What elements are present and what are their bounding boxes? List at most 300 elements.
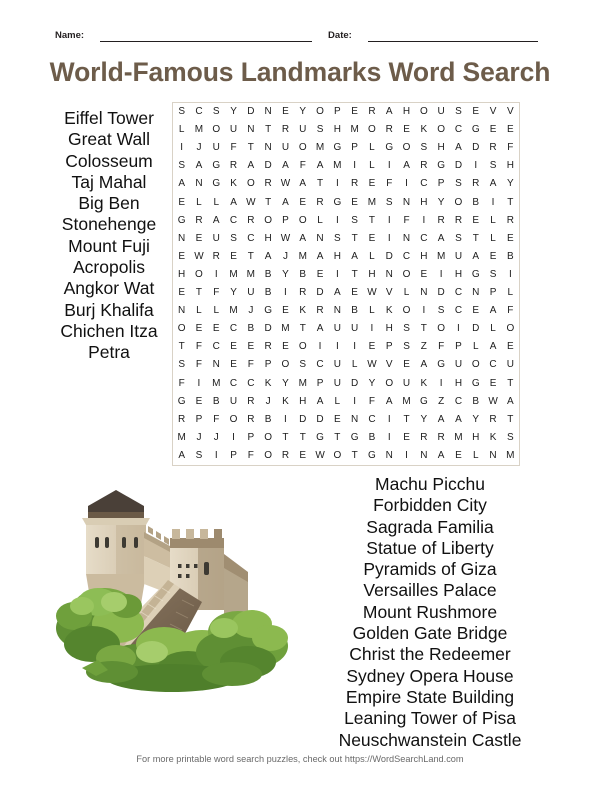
word-list-item[interactable]: Sagrada Familia — [366, 516, 494, 537]
grid-cell[interactable]: N — [420, 287, 428, 299]
grid-cell[interactable]: R — [316, 305, 324, 317]
grid-cell[interactable]: E — [507, 232, 514, 244]
word-list-item[interactable]: Leaning Tower of Pisa — [344, 708, 516, 729]
grid-cell[interactable]: E — [455, 449, 462, 461]
grid-cell[interactable]: N — [385, 268, 393, 280]
grid-cell[interactable]: O — [264, 449, 273, 461]
grid-cell[interactable]: F — [507, 142, 514, 154]
grid-cell[interactable]: E — [334, 413, 341, 425]
grid-cell[interactable]: M — [298, 377, 307, 389]
grid-cell[interactable]: N — [351, 413, 359, 425]
grid-cell[interactable]: Y — [282, 377, 289, 389]
grid-cell[interactable]: L — [213, 305, 220, 317]
grid-cell[interactable]: A — [316, 160, 324, 172]
grid-cell[interactable]: N — [489, 449, 497, 461]
grid-cell[interactable]: E — [178, 287, 185, 299]
grid-cell[interactable]: R — [264, 341, 272, 353]
grid-cell[interactable]: O — [264, 214, 273, 226]
grid-cell[interactable]: D — [316, 287, 324, 299]
grid-cell[interactable]: B — [212, 395, 220, 407]
grid-cell[interactable]: F — [247, 359, 254, 371]
grid-cell[interactable]: R — [437, 214, 445, 226]
grid-cell[interactable]: L — [369, 305, 375, 317]
grid-cell[interactable]: A — [299, 232, 307, 244]
grid-cell[interactable]: L — [472, 341, 479, 353]
grid-cell[interactable]: T — [299, 431, 306, 443]
grid-cell[interactable]: O — [402, 142, 411, 154]
grid-cell[interactable]: Y — [299, 106, 307, 118]
grid-cell[interactable]: W — [488, 395, 498, 407]
grid-cell[interactable]: R — [454, 214, 463, 226]
grid-cell[interactable]: D — [351, 377, 359, 389]
grid-cell[interactable]: K — [230, 178, 237, 190]
grid-cell[interactable]: E — [489, 377, 497, 389]
grid-cell[interactable]: L — [196, 196, 202, 208]
grid-cell[interactable]: L — [369, 250, 375, 262]
grid-cell[interactable]: S — [316, 124, 324, 136]
grid-cell[interactable]: S — [437, 305, 445, 317]
grid-cell[interactable]: Z — [420, 341, 427, 353]
grid-cell[interactable]: B — [351, 305, 358, 317]
grid-cell[interactable]: M — [298, 250, 307, 262]
grid-cell[interactable]: C — [316, 359, 324, 371]
grid-cell[interactable]: A — [299, 178, 307, 190]
grid-cell[interactable]: R — [299, 287, 307, 299]
grid-cell[interactable]: H — [402, 106, 411, 118]
grid-cell[interactable]: S — [489, 268, 497, 280]
grid-cell[interactable]: A — [420, 359, 428, 371]
grid-cell[interactable]: R — [489, 413, 497, 425]
grid-cell[interactable]: Y — [472, 413, 480, 425]
grid-cell[interactable]: I — [387, 232, 391, 244]
grid-cell[interactable]: C — [454, 395, 463, 407]
grid-cell[interactable]: F — [195, 341, 202, 353]
word-list-item[interactable]: Golden Gate Bridge — [352, 623, 508, 644]
grid-cell[interactable]: F — [213, 287, 220, 299]
grid-cell[interactable]: E — [368, 178, 376, 190]
grid-cell[interactable]: F — [247, 449, 254, 461]
grid-cell[interactable]: T — [420, 323, 427, 335]
grid-cell[interactable]: M — [506, 449, 515, 461]
grid-cell[interactable]: B — [507, 250, 514, 262]
grid-cell[interactable]: W — [246, 196, 256, 208]
grid-cell[interactable]: C — [402, 250, 411, 262]
grid-cell[interactable]: M — [194, 124, 204, 136]
grid-cell[interactable]: L — [403, 287, 410, 299]
grid-cell[interactable]: I — [335, 268, 339, 280]
grid-cell[interactable]: C — [454, 305, 463, 317]
grid-cell[interactable]: E — [178, 196, 185, 208]
word-list-item[interactable]: Machu Picchu — [375, 474, 485, 494]
grid-cell[interactable]: A — [264, 250, 272, 262]
grid-cell[interactable]: I — [335, 178, 339, 190]
grid-cell[interactable]: I — [370, 323, 374, 335]
grid-cell[interactable]: N — [178, 232, 186, 244]
grid-cell[interactable]: D — [437, 287, 445, 299]
grid-cell[interactable]: S — [420, 142, 428, 154]
word-list-item[interactable]: Pyramids of Giza — [363, 559, 497, 580]
grid-cell[interactable]: M — [212, 377, 221, 389]
grid-cell[interactable]: E — [299, 449, 307, 461]
grid-cell[interactable]: L — [317, 214, 323, 226]
grid-cell[interactable]: B — [472, 196, 480, 208]
grid-cell[interactable]: N — [247, 124, 255, 136]
grid-cell[interactable]: H — [506, 160, 514, 172]
grid-cell[interactable]: F — [195, 359, 202, 371]
grid-cell[interactable]: E — [420, 268, 428, 280]
grid-cell[interactable]: V — [385, 287, 393, 299]
grid-cell[interactable]: A — [385, 395, 393, 407]
grid-cell[interactable]: G — [177, 214, 186, 226]
grid-cell[interactable]: T — [316, 178, 324, 190]
grid-cell[interactable]: I — [422, 305, 426, 317]
word-list-item[interactable]: Colosseum — [65, 150, 153, 171]
grid-cell[interactable]: P — [230, 449, 237, 461]
grid-cell[interactable]: D — [264, 323, 272, 335]
word-list-item[interactable]: Eiffel Tower — [64, 108, 154, 128]
grid-cell[interactable]: O — [246, 178, 255, 190]
grid-cell[interactable]: W — [315, 449, 325, 461]
grid-cell[interactable]: T — [299, 323, 306, 335]
grid-cell[interactable]: R — [368, 106, 376, 118]
grid-cell[interactable]: L — [472, 449, 479, 461]
grid-cell[interactable]: T — [334, 431, 341, 443]
grid-cell[interactable]: M — [436, 250, 446, 262]
grid-cell[interactable]: I — [387, 214, 391, 226]
grid-cell[interactable]: E — [403, 359, 410, 371]
grid-cell[interactable]: J — [196, 142, 202, 154]
grid-cell[interactable]: E — [489, 124, 497, 136]
grid-cell[interactable]: I — [214, 449, 218, 461]
grid-cell[interactable]: B — [368, 431, 376, 443]
grid-cell[interactable]: I — [180, 142, 184, 154]
grid-cell[interactable]: M — [177, 431, 186, 443]
grid-cell[interactable]: I — [422, 214, 426, 226]
grid-cell[interactable]: E — [403, 431, 410, 443]
grid-cell[interactable]: E — [351, 287, 358, 299]
grid-cell[interactable]: G — [471, 124, 480, 136]
grid-cell[interactable]: F — [368, 395, 375, 407]
grid-cell[interactable]: P — [385, 341, 393, 353]
grid-cell[interactable]: R — [247, 413, 255, 425]
grid-cell[interactable]: O — [506, 323, 515, 335]
grid-cell[interactable]: E — [351, 196, 358, 208]
grid-cell[interactable]: J — [196, 431, 202, 443]
word-list-item[interactable]: Mount Fuji — [68, 235, 150, 256]
grid-cell[interactable]: C — [229, 377, 238, 389]
grid-cell[interactable]: T — [368, 214, 375, 226]
grid-cell[interactable]: C — [420, 232, 428, 244]
grid-cell[interactable]: E — [195, 232, 203, 244]
grid-cell[interactable]: I — [353, 395, 357, 407]
grid-cell[interactable]: O — [229, 413, 238, 425]
grid-cell[interactable]: E — [178, 250, 185, 262]
grid-cell[interactable]: R — [316, 196, 324, 208]
word-list-item[interactable]: Neuschwanstein Castle — [338, 729, 522, 750]
grid-cell[interactable]: J — [213, 431, 219, 443]
grid-cell[interactable]: U — [333, 323, 341, 335]
grid-cell[interactable]: R — [420, 431, 428, 443]
grid-cell[interactable]: I — [474, 160, 478, 172]
grid-cell[interactable]: L — [490, 214, 496, 226]
grid-cell[interactable]: S — [178, 359, 185, 371]
grid-cell[interactable]: H — [454, 268, 463, 280]
word-list-item[interactable]: Forbidden City — [373, 495, 487, 516]
grid-cell[interactable]: U — [454, 359, 463, 371]
grid-cell[interactable]: E — [212, 323, 220, 335]
grid-cell[interactable]: G — [333, 142, 342, 154]
grid-cell[interactable]: O — [419, 106, 428, 118]
grid-cell[interactable]: O — [402, 305, 411, 317]
grid-cell[interactable]: I — [197, 377, 201, 389]
grid-cell[interactable]: E — [299, 196, 307, 208]
grid-cell[interactable]: E — [507, 124, 514, 136]
grid-cell[interactable]: A — [195, 160, 203, 172]
grid-cell[interactable]: M — [350, 124, 359, 136]
grid-cell[interactable]: A — [316, 250, 324, 262]
grid-cell[interactable]: B — [472, 395, 480, 407]
grid-cell[interactable]: M — [229, 268, 238, 280]
grid-cell[interactable]: C — [454, 287, 463, 299]
grid-cell[interactable]: B — [247, 323, 255, 335]
grid-cell[interactable]: G — [350, 431, 359, 443]
grid-cell[interactable]: O — [298, 341, 307, 353]
grid-cell[interactable]: Y — [437, 196, 445, 208]
grid-cell[interactable]: A — [472, 250, 480, 262]
grid-cell[interactable]: N — [316, 232, 324, 244]
grid-cell[interactable]: L — [490, 232, 496, 244]
grid-cell[interactable]: F — [507, 305, 514, 317]
grid-cell[interactable]: I — [387, 160, 391, 172]
word-list-item[interactable]: Christ the Redeemer — [349, 644, 511, 665]
grid-cell[interactable]: R — [264, 178, 272, 190]
grid-cell[interactable]: P — [195, 413, 203, 425]
grid-cell[interactable]: I — [508, 268, 512, 280]
grid-cell[interactable]: D — [472, 142, 480, 154]
grid-cell[interactable]: F — [386, 178, 393, 190]
grid-cell[interactable]: P — [264, 359, 272, 371]
grid-cell[interactable]: U — [333, 359, 341, 371]
grid-cell[interactable]: A — [437, 449, 445, 461]
grid-cell[interactable]: H — [368, 268, 376, 280]
grid-cell[interactable]: H — [385, 323, 393, 335]
grid-cell[interactable]: L — [178, 124, 185, 136]
grid-cell[interactable]: S — [351, 214, 358, 226]
grid-cell[interactable]: I — [214, 268, 218, 280]
word-list-item[interactable]: Sydney Opera House — [346, 665, 514, 686]
word-list-item[interactable]: Mount Rushmore — [362, 601, 498, 622]
grid-cell[interactable]: A — [178, 178, 185, 190]
grid-cell[interactable]: P — [489, 287, 497, 299]
grid-cell[interactable]: I — [439, 268, 443, 280]
grid-cell[interactable]: C — [368, 413, 376, 425]
grid-cell[interactable]: F — [403, 214, 410, 226]
grid-cell[interactable]: M — [454, 431, 463, 443]
grid-cell[interactable]: U — [299, 124, 307, 136]
grid-cell[interactable]: B — [299, 268, 307, 280]
word-list-item[interactable]: Great Wall — [67, 129, 150, 150]
grid-cell[interactable]: H — [178, 268, 186, 280]
grid-cell[interactable]: C — [247, 377, 255, 389]
grid-cell[interactable]: Y — [282, 268, 289, 280]
grid-cell[interactable]: J — [248, 305, 254, 317]
grid-cell[interactable]: U — [212, 232, 220, 244]
word-list-item[interactable]: Big Ben — [78, 193, 140, 214]
grid-cell[interactable]: C — [229, 323, 238, 335]
grid-cell[interactable]: A — [178, 449, 185, 461]
grid-cell[interactable]: I — [457, 323, 460, 335]
grid-cell[interactable]: N — [264, 142, 272, 154]
grid-cell[interactable]: G — [471, 268, 480, 280]
grid-cell[interactable]: T — [351, 268, 358, 280]
grid-cell[interactable]: O — [454, 196, 463, 208]
grid-cell[interactable]: W — [367, 359, 377, 371]
word-list-item[interactable]: Chichen Itza — [60, 320, 158, 341]
grid-cell[interactable]: U — [454, 250, 463, 262]
grid-cell[interactable]: G — [471, 377, 480, 389]
grid-cell[interactable]: S — [455, 232, 462, 244]
grid-cell[interactable]: V — [507, 106, 514, 118]
grid-cell[interactable]: N — [333, 305, 341, 317]
grid-cell[interactable]: A — [334, 287, 341, 299]
grid-cell[interactable]: A — [489, 305, 497, 317]
grid-cell[interactable]: L — [351, 359, 358, 371]
grid-cell[interactable]: I — [387, 431, 391, 443]
grid-cell[interactable]: E — [351, 106, 358, 118]
grid-cell[interactable]: E — [507, 341, 514, 353]
grid-cell[interactable]: H — [420, 250, 428, 262]
word-list-item[interactable]: Taj Mahal — [71, 171, 147, 192]
grid-cell[interactable]: K — [489, 431, 497, 443]
grid-cell[interactable]: E — [230, 359, 237, 371]
grid-cell[interactable]: T — [507, 377, 514, 389]
grid-cell[interactable]: M — [402, 395, 411, 407]
grid-cell[interactable]: R — [229, 160, 238, 172]
grid-cell[interactable]: C — [247, 232, 255, 244]
grid-cell[interactable]: A — [212, 214, 220, 226]
grid-cell[interactable]: E — [368, 341, 376, 353]
grid-cell[interactable]: T — [351, 449, 358, 461]
grid-cell[interactable]: E — [368, 232, 376, 244]
grid-cell[interactable]: E — [247, 341, 255, 353]
grid-cell[interactable]: E — [472, 305, 480, 317]
grid-cell[interactable]: A — [351, 250, 358, 262]
word-list-item[interactable]: Stonehenge — [61, 214, 157, 235]
grid-cell[interactable]: H — [264, 232, 272, 244]
grid-cell[interactable]: O — [264, 431, 273, 443]
grid-cell[interactable]: E — [195, 395, 203, 407]
grid-cell[interactable]: O — [437, 124, 446, 136]
grid-cell[interactable]: O — [177, 323, 186, 335]
grid-cell[interactable]: S — [507, 431, 514, 443]
grid-cell[interactable]: N — [420, 449, 428, 461]
grid-cell[interactable]: R — [195, 214, 203, 226]
grid-cell[interactable]: E — [195, 323, 203, 335]
grid-cell[interactable]: U — [402, 377, 411, 389]
word-list-item[interactable]: Petra — [88, 342, 130, 363]
grid-cell[interactable]: G — [177, 395, 186, 407]
grid-cell[interactable]: H — [333, 124, 341, 136]
grid-cell[interactable]: H — [299, 395, 307, 407]
grid-cell[interactable]: W — [280, 178, 291, 190]
grid-cell[interactable]: Y — [368, 377, 376, 389]
grid-cell[interactable]: K — [420, 377, 428, 389]
date-write-line[interactable] — [368, 30, 538, 42]
grid-cell[interactable]: V — [385, 359, 393, 371]
grid-cell[interactable]: E — [472, 106, 480, 118]
grid-cell[interactable]: I — [353, 160, 357, 172]
grid-cell[interactable]: P — [455, 341, 462, 353]
grid-cell[interactable]: A — [489, 341, 497, 353]
grid-cell[interactable]: O — [316, 106, 324, 118]
grid-cell[interactable]: K — [385, 305, 393, 317]
grid-cell[interactable]: R — [212, 250, 220, 262]
grid-cell[interactable]: P — [282, 214, 289, 226]
grid-cell[interactable]: I — [405, 449, 408, 461]
grid-cell[interactable]: T — [178, 341, 185, 353]
grid-cell[interactable]: L — [369, 160, 375, 172]
grid-cell[interactable]: Y — [230, 106, 237, 118]
grid-cell[interactable]: O — [385, 377, 394, 389]
grid-cell[interactable]: R — [281, 449, 290, 461]
grid-cell[interactable]: A — [282, 160, 289, 172]
grid-cell[interactable]: O — [333, 449, 342, 461]
grid-cell[interactable]: I — [353, 341, 357, 353]
grid-cell[interactable]: A — [282, 196, 289, 208]
grid-cell[interactable]: I — [335, 214, 339, 226]
grid-cell[interactable]: Z — [438, 395, 445, 407]
grid-cell[interactable]: R — [506, 214, 514, 226]
grid-cell[interactable]: C — [420, 178, 428, 190]
word-list-item[interactable]: Empire State Building — [345, 686, 515, 707]
grid-cell[interactable]: N — [195, 178, 203, 190]
word-list-item[interactable]: Acropolis — [73, 257, 145, 278]
grid-cell[interactable]: D — [472, 323, 480, 335]
grid-cell[interactable]: P — [334, 106, 341, 118]
grid-cell[interactable]: U — [229, 124, 238, 136]
grid-cell[interactable]: R — [281, 124, 290, 136]
grid-cell[interactable]: O — [402, 268, 411, 280]
grid-cell[interactable]: T — [507, 196, 514, 208]
grid-cell[interactable]: R — [351, 178, 359, 190]
word-list-item[interactable]: Burj Khalifa — [64, 299, 154, 320]
grid-cell[interactable]: T — [265, 124, 272, 136]
word-list-item[interactable]: Angkor Wat — [63, 278, 155, 299]
grid-cell[interactable]: A — [403, 160, 410, 172]
grid-cell[interactable]: L — [369, 142, 375, 154]
grid-cell[interactable]: U — [351, 323, 359, 335]
grid-cell[interactable]: T — [247, 142, 254, 154]
grid-cell[interactable]: O — [281, 359, 290, 371]
grid-cell[interactable]: J — [282, 250, 288, 262]
grid-cell[interactable]: N — [385, 449, 393, 461]
grid-cell[interactable]: T — [403, 413, 410, 425]
grid-cell[interactable]: Y — [230, 287, 237, 299]
grid-cell[interactable]: B — [264, 413, 272, 425]
grid-cell[interactable]: P — [247, 431, 255, 443]
grid-cell[interactable]: S — [455, 178, 462, 190]
grid-cell[interactable]: F — [438, 341, 445, 353]
grid-cell[interactable]: E — [403, 124, 410, 136]
grid-cell[interactable]: O — [471, 359, 480, 371]
grid-cell[interactable]: H — [420, 196, 428, 208]
grid-cell[interactable]: S — [299, 359, 307, 371]
grid-cell[interactable]: A — [247, 160, 255, 172]
grid-cell[interactable]: F — [299, 160, 306, 172]
grid-cell[interactable]: I — [284, 287, 287, 299]
grid-cell[interactable]: E — [282, 341, 289, 353]
grid-cell[interactable]: G — [368, 449, 376, 461]
